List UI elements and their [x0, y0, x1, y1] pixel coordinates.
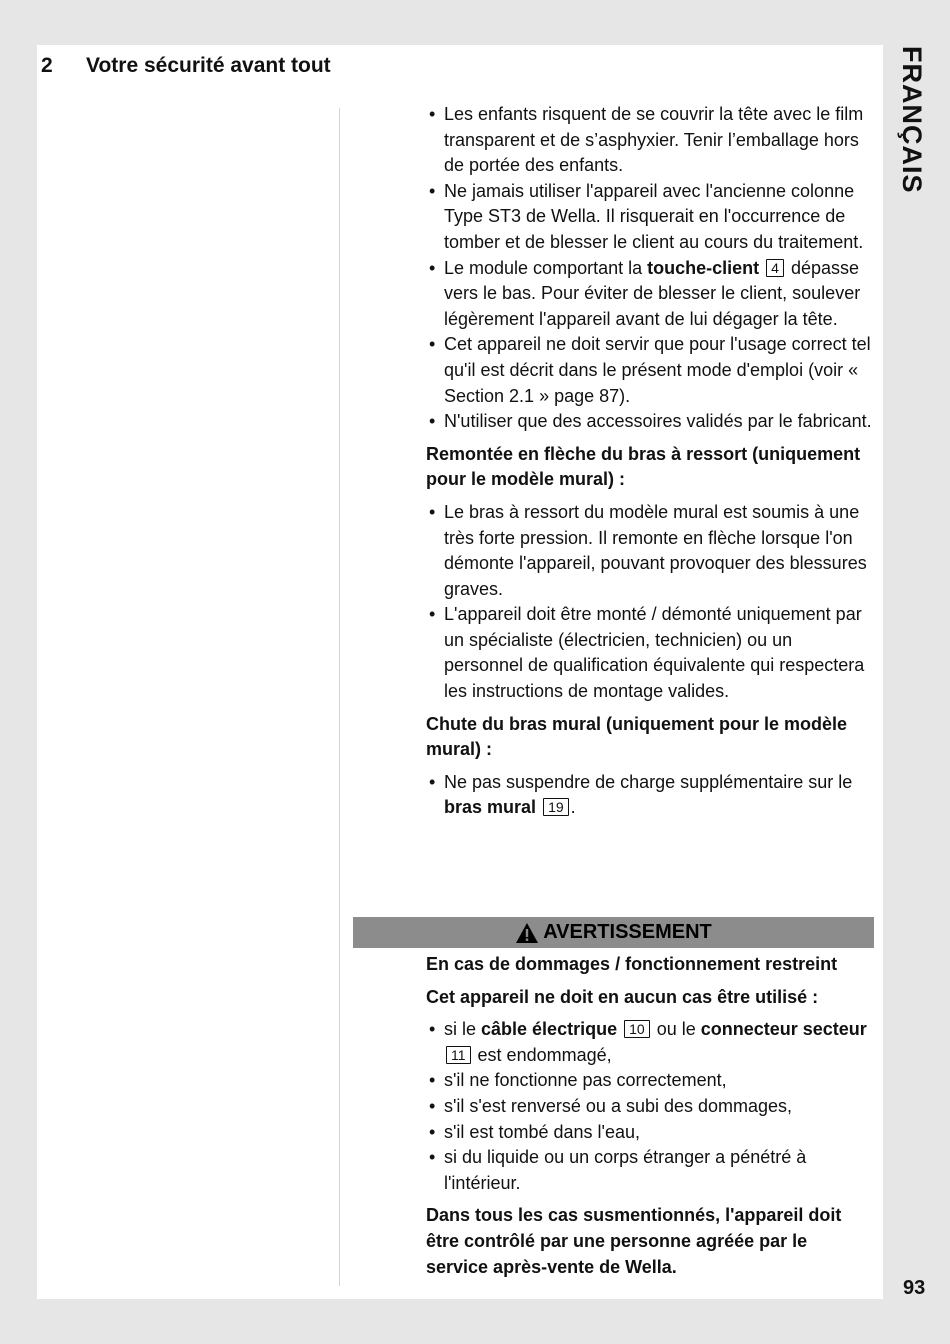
list-item: • s'il s'est renversé ou a subi des dommages, [426, 1094, 874, 1120]
warning-content-column [426, 952, 874, 1287]
list-item [426, 1017, 874, 1068]
list-item [426, 256, 874, 333]
chapter-number: 2 [41, 54, 53, 77]
reference-number: 4 [766, 259, 784, 277]
item-text: est endommagé, [472, 1044, 612, 1065]
page-number: 93 [903, 1277, 926, 1299]
item-text: . [570, 797, 576, 818]
client-key-term: touche-client [647, 257, 760, 278]
wall-arm-list [426, 770, 874, 821]
power-cable-term: câble électrique [481, 1019, 618, 1040]
spring-arm-heading: Remontée en flèche du bras à ressort (uniquement pour le modèle mural) : [426, 443, 861, 490]
reference-number: 19 [543, 798, 569, 816]
language-tab: FRANÇAIS [897, 46, 927, 194]
spring-arm-list [426, 500, 874, 705]
list-item: • s'il est tombé dans l'eau, [426, 1120, 874, 1146]
reference-number: 11 [446, 1046, 471, 1064]
column-divider [339, 108, 340, 1286]
list-item: • N'utiliser que des accessoires validés par le fabricant. [426, 409, 874, 435]
item-text: Ne pas suspendre de charge supplémentaire sur le [444, 771, 853, 792]
list-item: • si du liquide ou un corps étranger a pénétré à l'intérieur. [426, 1145, 874, 1196]
item-text: Le module comportant la [444, 257, 648, 278]
list-item [426, 770, 874, 821]
list-item: • Le bras à ressort du modèle mural est soumis à une très forte pression. Il remonte en flèche lorsque l'on démonte l'appareil, pouvant provoquer des blessures graves. [426, 500, 874, 602]
safety-bullet-list [426, 102, 874, 435]
damage-heading: En cas de dommages / fonctionnement restreint [426, 954, 838, 974]
warning-triangle-icon [515, 922, 539, 944]
list-item: • Cet appareil ne doit servir que pour l'usage correct tel qu'il est décrit dans le présent mode d'emploi (voir « Section 2.1 » page 87). [426, 332, 874, 409]
service-check-note: Dans tous les cas susmentionnés, l'appareil doit être contrôlé par une personne agréée par le service après-vente de Wella. [426, 1205, 842, 1277]
safety-instructions-column [426, 102, 874, 821]
wall-arm-heading: Chute du bras mural (uniquement pour le modèle mural) : [426, 713, 848, 760]
item-text: dépasse vers le bas. Pour éviter de blesser le client, soulever légèrement l'appareil avant de lui dégager la tête. [444, 257, 861, 329]
list-item: • s'il ne fonctionne pas correctement, [426, 1068, 874, 1094]
wall-arm-term: bras mural [444, 797, 537, 818]
damage-conditions-list [426, 1017, 874, 1196]
list-item: • Les enfants risquent de se couvrir la tête avec le film transparent et de s’asphyxier. Tenir l’emballage hors de portée des enfants. [426, 102, 874, 179]
list-item: • L'appareil doit être monté / démonté uniquement par un spécialiste (électricien, technicien) ou un personnel de qualification équivalente qui respectera les instructions de montage valides. [426, 602, 874, 704]
warning-banner [353, 917, 874, 948]
usage-prohibition-heading: Cet appareil ne doit en aucun cas être utilisé : [426, 986, 819, 1007]
chapter-title: Votre sécurité avant tout [86, 54, 331, 77]
warning-title: AVERTISSEMENT [543, 921, 712, 943]
item-text: ou le [651, 1019, 701, 1040]
item-text: si le [444, 1019, 482, 1040]
list-item: • Ne jamais utiliser l'appareil avec l'ancienne colonne Type ST3 de Wella. Il risquerait en l'occurrence de tomber et de blesser le client au cours du traitement. [426, 179, 874, 256]
mains-connector-term: connecteur secteur [700, 1019, 867, 1040]
reference-number: 10 [624, 1020, 650, 1038]
warning-label-group [515, 917, 712, 948]
